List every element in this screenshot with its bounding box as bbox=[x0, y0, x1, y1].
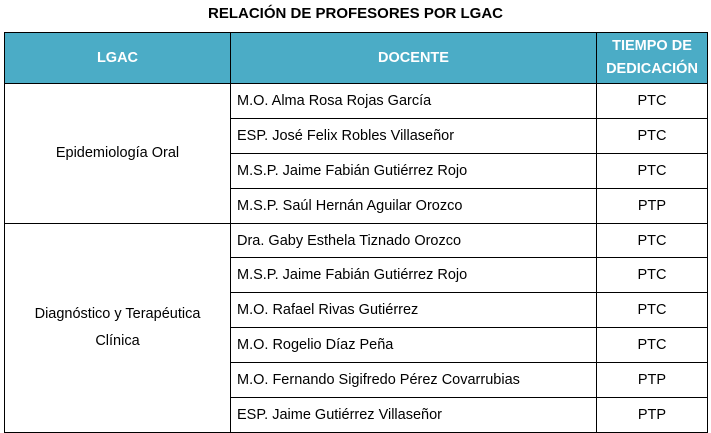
tiempo-cell: PTC bbox=[597, 223, 708, 258]
tiempo-cell: PTP bbox=[597, 188, 708, 223]
tiempo-cell: PTP bbox=[597, 398, 708, 433]
tiempo-cell: PTP bbox=[597, 363, 708, 398]
lgac-label-line2: Clínica bbox=[95, 332, 140, 349]
header-docente: DOCENTE bbox=[231, 33, 597, 84]
docente-cell: ESP. José Felix Robles Villaseñor bbox=[231, 118, 597, 153]
tiempo-cell: PTC bbox=[597, 328, 708, 363]
tiempo-cell: PTC bbox=[597, 293, 708, 328]
docente-cell: M.O. Rafael Rivas Gutiérrez bbox=[231, 293, 597, 328]
docente-cell: ESP. Jaime Gutiérrez Villaseñor bbox=[231, 398, 597, 433]
lgac-label-line1: Diagnóstico y Terapéutica bbox=[34, 305, 201, 322]
lgac-cell-epidemiologia bbox=[5, 84, 231, 224]
tiempo-cell: PTC bbox=[597, 153, 708, 188]
header-tiempo-line1: TIEMPO DE bbox=[612, 38, 692, 54]
docente-cell: Dra. Gaby Esthela Tiznado Orozco bbox=[231, 223, 597, 258]
table-header-row bbox=[5, 33, 708, 84]
docente-cell: M.S.P. Saúl Hernán Aguilar Orozco bbox=[231, 188, 597, 223]
docente-cell: M.S.P. Jaime Fabián Gutiérrez Rojo bbox=[231, 258, 597, 293]
docente-cell: M.O. Rogelio Díaz Peña bbox=[231, 328, 597, 363]
docente-cell: M.O. Alma Rosa Rojas García bbox=[231, 84, 597, 119]
tiempo-cell: PTC bbox=[597, 84, 708, 119]
lgac-cell-diagnostico bbox=[5, 223, 231, 432]
tiempo-cell: PTC bbox=[597, 258, 708, 293]
lgac-label: Epidemiología Oral bbox=[55, 144, 180, 161]
professors-table bbox=[4, 32, 708, 433]
header-lgac: LGAC bbox=[5, 33, 231, 84]
tiempo-cell: PTC bbox=[597, 118, 708, 153]
docente-cell: M.S.P. Jaime Fabián Gutiérrez Rojo bbox=[231, 153, 597, 188]
table-row bbox=[5, 223, 708, 258]
document-title: RELACIÓN DE PROFESORES POR LGAC bbox=[207, 5, 504, 22]
table-row bbox=[5, 84, 708, 119]
docente-cell: M.O. Fernando Sigifredo Pérez Covarrubias bbox=[231, 363, 597, 398]
header-tiempo-line2: DEDICACIÓN bbox=[606, 61, 698, 77]
header-tiempo bbox=[597, 33, 708, 84]
